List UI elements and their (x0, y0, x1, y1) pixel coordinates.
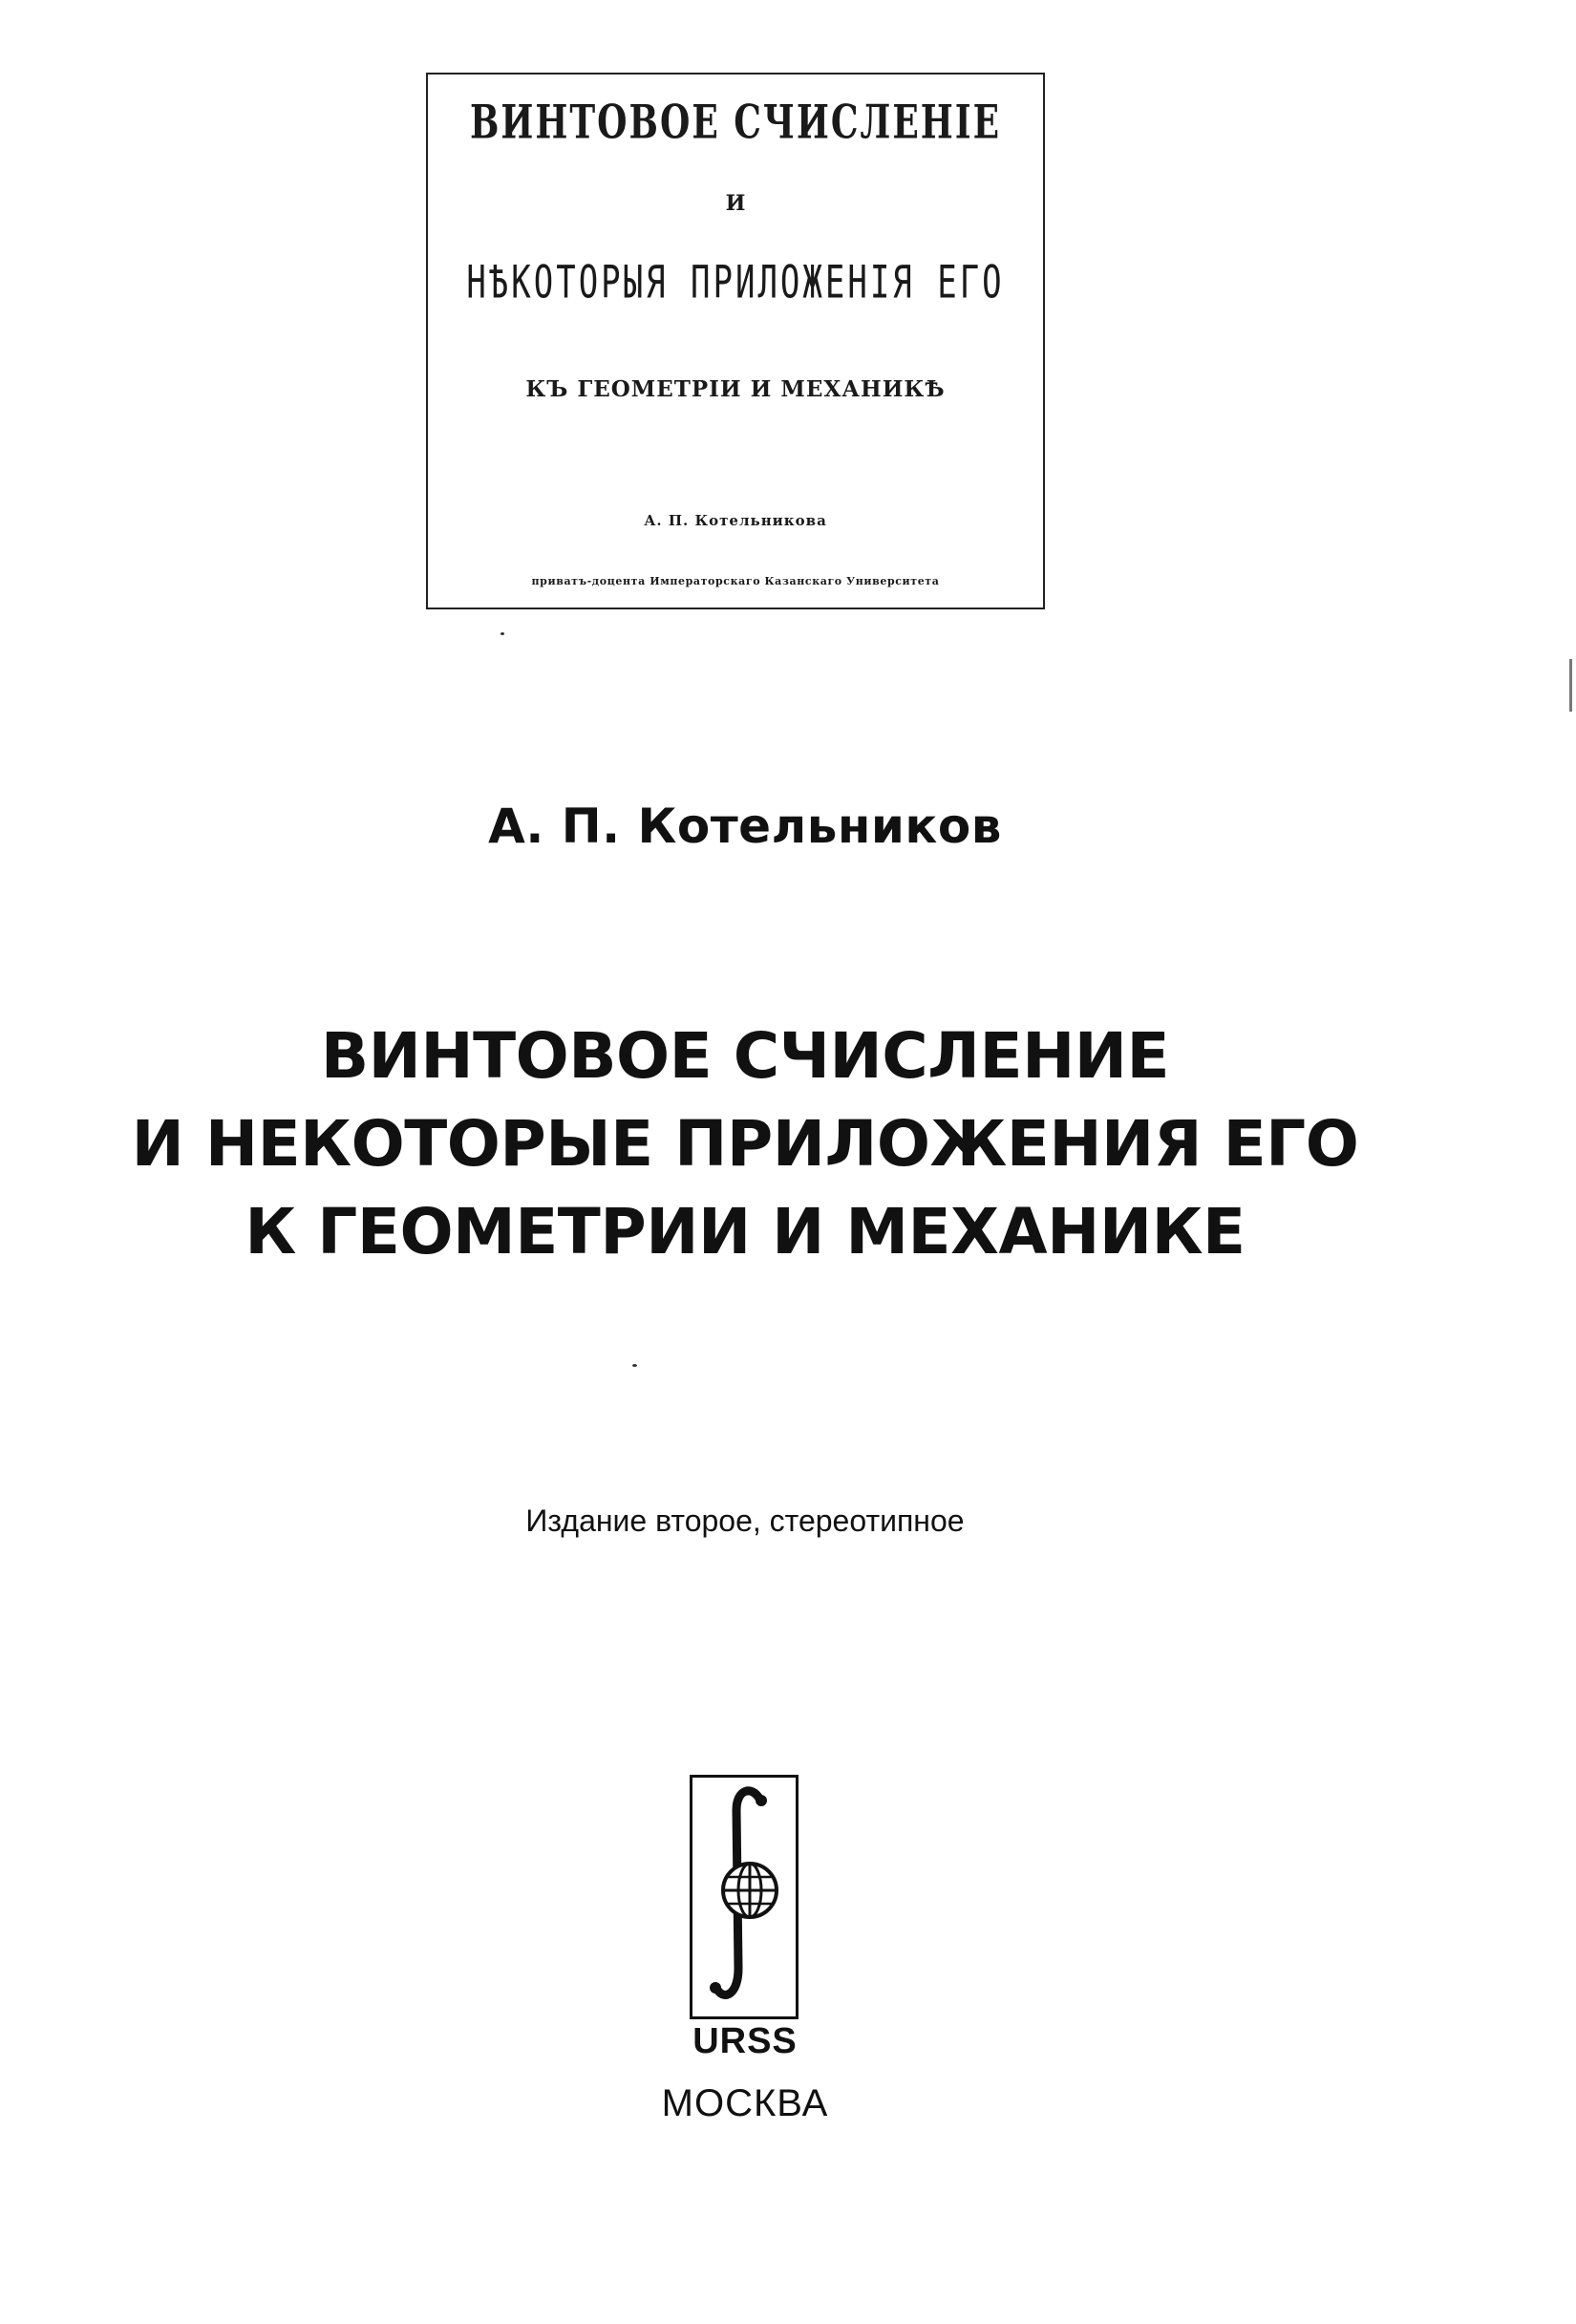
old-title-subheading: НѢКОТОРЫЯ ПРИЛОЖЕНІЯ ЕГО (466, 256, 1005, 309)
publisher-name: URSS (692, 2021, 798, 2061)
old-title-subject: КЪ ГЕОМЕТРІИ И МЕХАНИКѢ (525, 376, 946, 402)
book-title (0, 1013, 1490, 1276)
publisher-logo (690, 1775, 799, 2019)
integral-globe-icon (692, 1778, 796, 2016)
old-title-author: А. П. Котельникова (644, 512, 827, 529)
publication-city: МОСКВА (661, 2082, 829, 2124)
book-title-line: ВИНТОВОЕ СЧИСЛЕНИЕ (320, 1019, 1170, 1093)
old-title-conjunction: И (725, 191, 746, 216)
book-title-line: И НЕКОТОРЫЕ ПРИЛОЖЕНИЯ ЕГО (131, 1107, 1359, 1181)
author-name: А. П. Котельников (488, 799, 1002, 854)
old-title-page-facsimile (426, 73, 1045, 609)
edition-note: Издание второе, стереотипное (525, 1503, 965, 1538)
old-title-author-position: приватъ-доцента Императорскаго Казанскаго Университета (531, 575, 940, 587)
scan-edge-mark (1569, 659, 1572, 712)
book-title-line: К ГЕОМЕТРИИ И МЕХАНИКЕ (245, 1195, 1246, 1269)
old-title-heading: ВИНТОВОЕ СЧИСЛЕНІЕ (469, 96, 1002, 150)
scan-speck (500, 632, 504, 635)
scan-speck (632, 1364, 637, 1367)
